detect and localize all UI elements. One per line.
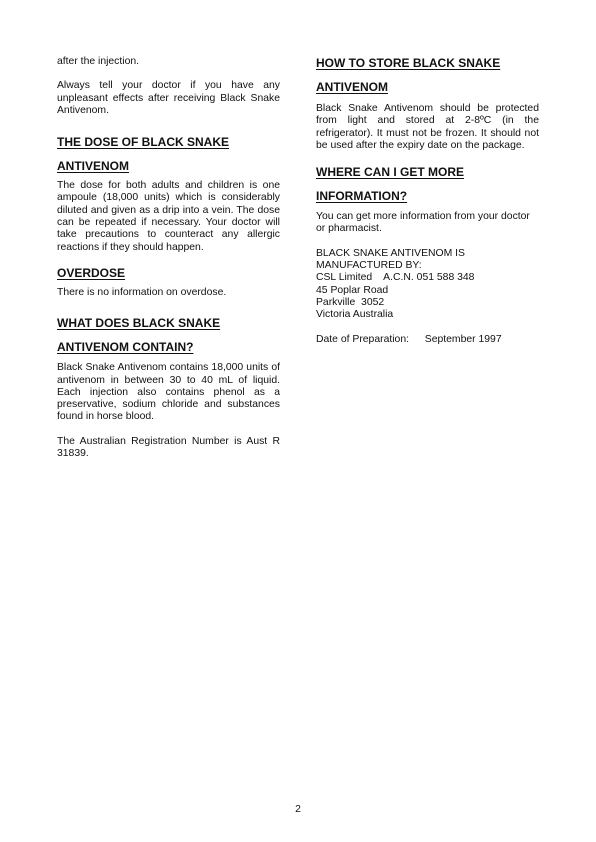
heading-contain-line-2: ANTIVENOM CONTAIN? (57, 340, 194, 355)
paragraph-store: Black Snake Antivenom should be protected from light and stored at 2-8ºC (in the refrigerator). It must not be frozen. It should not be used after the expiry date on the package. (316, 103, 539, 151)
heading-info-line-1: WHERE CAN I GET MORE (316, 165, 465, 180)
paragraph-tell-doctor: Always tell your doctor if you have any unpleasant effects after receiving Black Snake Antivenom. (57, 80, 280, 116)
manufacturer-line: MANUFACTURED BY: (316, 260, 422, 272)
preparation-date-line (316, 334, 539, 346)
paragraph-contain: Black Snake Antivenom contains 18,000 units of antivenom in between 30 to 40 mL of liquid. Each injection also contains phenol as a preservative, sodium chloride and substances found in horse blood. (57, 362, 280, 423)
heading-dose-line-2: ANTIVENOM (57, 159, 129, 174)
manufacturer-line: BLACK SNAKE ANTIVENOM IS (316, 247, 465, 259)
preparation-date-value: September 1997 (424, 333, 502, 345)
paragraph-dose: The dose for both adults and children is one ampoule (18,000 units) which is considerably diluted and given as a drip into a vein. The dose can be repeated if necessary. Your doctor will take precautions to counteract any allergic reactions if they should happen. (57, 180, 280, 253)
heading-info-line-2: INFORMATION? (316, 189, 408, 204)
manufacturer-block (316, 248, 539, 322)
manufacturer-line: Victoria Australia (316, 309, 394, 321)
page-number: 2 (295, 804, 301, 815)
manufacturer-line: Parkville 3052 (316, 296, 385, 308)
heading-store-line-1: HOW TO STORE BLACK SNAKE (316, 56, 501, 70)
heading-overdose: OVERDOSE (57, 265, 126, 280)
paragraph-overdose: There is no information on overdose. (57, 286, 227, 298)
manufacturer-line: CSL Limited A.C.N. 051 588 348 (316, 272, 475, 284)
paragraph-registration: The Australian Registration Number is Aust R 31839. (57, 435, 280, 460)
heading-store-line-2: ANTIVENOM (316, 80, 388, 94)
paragraph-info: You can get more information from your doctor or pharmacist. (316, 211, 530, 235)
paragraph-after-injection: after the injection. (57, 56, 140, 67)
left-column (57, 56, 280, 472)
preparation-date-label: Date of Preparation: (316, 333, 409, 345)
heading-dose-line-1: THE DOSE OF BLACK SNAKE (57, 135, 230, 150)
right-column (316, 56, 539, 358)
heading-contain-line-1: WHAT DOES BLACK SNAKE (57, 316, 221, 331)
manufacturer-line: 45 Poplar Road (316, 284, 389, 296)
